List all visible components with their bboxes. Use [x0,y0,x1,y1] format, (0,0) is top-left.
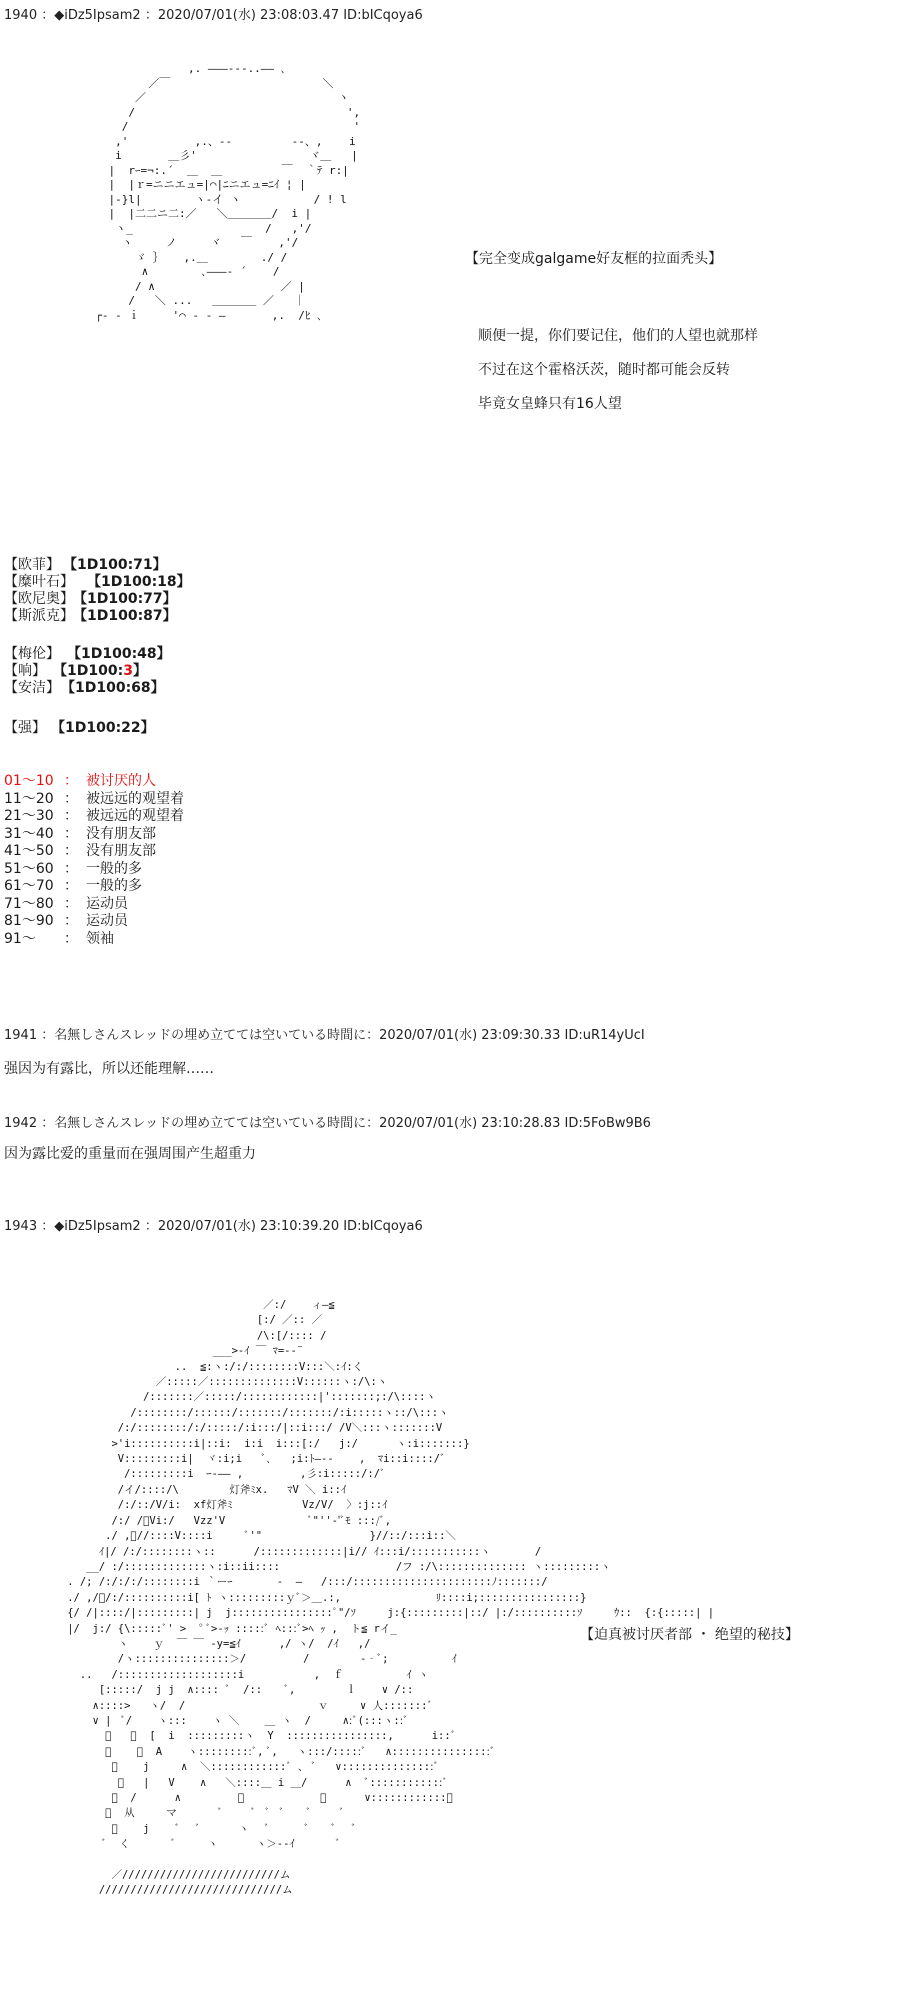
table-row: 51～60 ： 一般的多 [4,860,142,877]
post-header: 1943 ：◆iDz5Ipsam2 ：2020/07/01(水) 23:10:39.20 ID:bICqoya6 [4,1219,423,1234]
post-header: 1941 ：名無しさんスレッドの埋め立てては空いている時間に：2020/07/01(水) 23:09:30.33 ID:uR14yUcI [4,1028,645,1043]
narration-line: 顺便一提，你们要记住，他们的人望也就那样 [478,328,758,344]
table-row: 21～30 ： 被远远的观望着 [4,808,184,824]
roll-entry: 【糜叶石】 【1D100:18】 [4,574,191,590]
post-header: 1942 ：名無しさんスレッドの埋め立てては空いている時間に：2020/07/01(水) 23:10:28.83 ID:5FoBw9B6 [4,1116,651,1131]
roll-list [4,557,191,625]
narration-line: 毕竟女皇蜂只有16人望 [478,396,622,412]
table-row: 91～ ： 领袖 [4,930,114,947]
table-row: 41～50 ： 没有朋友部 [4,843,156,859]
table-row: 81～90 ： 运动员 [4,913,128,929]
roll-entry: 【梅伦】 【1D100:48】 [4,646,171,662]
roll-entry: 【欧尼奥】 【1D100:77】 [4,591,177,607]
post-header: 1940 ：◆iDz5Ipsam2 ：2020/07/01(水) 23:08:03.47 ID:bICqoya6 [4,8,423,23]
narration-line: 不过在这个霍格沃茨，随时都可能会反转 [478,362,730,378]
caption-bald-man: 【完全变成galgame好友框的拉面秃头】 [465,251,723,267]
post-body: 因为露比爱的重量而在强周围产生超重力 [4,1146,256,1162]
roll-entry: 【安洁】 【1D100:68】 [4,680,165,696]
popularity-table [4,773,184,948]
roll-entry: 【强】 【1D100:22】 [4,720,155,736]
table-row: 01～10 ： 被讨厌的人 [4,773,156,789]
table-row: 31～40 ： 没有朋友部 [4,825,156,842]
ascii-art-character: ／:/ ィ―≦ [:/ ／:: ／ /\:[/:::: / ___>‐ｲ ￣ ﾏ=-‐¨ .. ≦:ヽ:/:/::::::::V:::＼:ｲ:く ／:::::／::::::::::::::V::::::ヽ:/\:ヽ /:::::::／:::::/::::::::::::|':::::::;:/\::::ヽ /::::::::/::::::/:::::::/:::::::/:i:::::ヽ::/\:::ヽ /:/::::::::/:/:::::/:i:::/|::i:::/ /V＼:::ヽ:::::::V >'i::::::::::i|::i: i:i i:::[:/ j:/ ヽ:i:::::::} V:::::::::i| ヾ:i;i ﾞ､ ;i:ﾄ―‐- , ﾏi::i::::/ﾞ /:::::::::i ｰ-―― , ,彡:i:::::/:/ﾞ /イ/::::/\ 灯斧ﾐx. ﾏV ＼ i::ｲ /:/::/V/i: xf灯斧ﾐ Vz/V/ 〉:j::ｲ /:/ /ﾞVi:/ Vzz'V ﾞ"''‐'ﾞﾓ :::/ﾞ, ./ ,ﾞ//::::V::::i ﾞ'" }//::/:::i::＼ ｲ|/ /:/::::::::ヽ:: /:::::::::::::|i// ｲ:::i/:::::::::::ヽ / __/ :/:::::::::::::ヽ:i::ii:::: /フ :/\:::::::::::::: ヽ:::::::::ヽ . /; /:/:/:/::::::::i ｀ーｰ ‐ ― /:::/::::::::::::::::::::::ﾉ:::::::/ ./ ,/ﾞ/:/::::::::::i[ ﾄ ヽ:::::::::ｙﾞ＞＿.:, ﾘ::::i;::::::::::::::::} {/ /|::::/|:::::::::| j j::::::::::::::::ﾟ"/ｿ j:{:::::::::|::/ |:/::::::::::ｿ ｳ:: {:{:::::| | |/ j:/ {\:::::ﾞ' > ︒ ﾞ>-ｯ :::::ﾞ ﾍ:::ﾞ>ﾍ ｯ , ト≦ rイ_ ヽ ｙ ￣ ￣ -y=≦ｲ ,/ ヽ/ /ｲ ,/ /ヽ:::::::::::::::＞/ / ‐‐ﾞ; ｲ .. /:::::::::::::::::::i , ｆ ｲ ヽ [:::::/ j j ∧:::: ﾞ /:: ﾞ, ｌ ∨ /:: ∧::::> ヽ/ / ｖ ∨ 人:::::::ﾞ ∨ | ﾞ/ ヽ::: ヽ ＼ ＿ ヽ / ∧:ﾞ(:::ヽ::ﾞ ﾞ ﾞ [ i :::::::::ヽ Y ::::::::::::::::, i::ﾞ ﾞ ﾞ A ヽ:::::::::ﾞ, ﾞ, ヽ:::/:::::ﾞ ∧::::::::::::::::ﾞ ﾞ j ∧ ＼::::::::::::ﾞ 、 ﾞ ∨:::::::::::::::ﾞ ﾞ | V ∧ ＼::::＿ i ＿/ ∧ ﾞ::::::::::::ﾞ ﾞ / ∧ ﾞ ﾞ ∨::::::::::::ﾞ ﾞ 从 マ ﾞ ﾞ ﾞ ﾞ ﾞ ﾞ ﾞ j ﾞ ﾞ ヽ ﾞ ﾞ ﾞ ﾞ ﾞ く ﾞ ヽ ヽ＞--ｲ ﾞ ／/////////////////////////ム /////////////////////////////ム [67,1299,715,1897]
roll-entry: 【响】 【1D100:3】 [4,663,147,679]
roll-list [4,720,155,737]
ascii-art-bald-man: ,. ―――‐-‐..―― ､ ／￣ ＼ ／ ヽ / ', / ' ,' ,.、-‐ ‐-、, i i ＿彡' ヾ＿ | | rｰ=¬:.´ ＿ ＿ ￣ ｀ﾃ r:| | |ｒ=ニニエュ=|⌒|ﾆニエュ=ﾆｲ ¦ | |-}l| ヽ-イ ヽ / ! l | |二二ニ二:／ ＼＿＿＿＿/ i | ヽ_ / ,'/ ヽ ノ ヾ ￣ ,'/ ゞ ｝ ,.＿ ./ / ∧ ､―――‐ ´ / / ∧ ／ | / ＼ ... ＿＿＿＿ ／ ｜ ┌- - ｉ '⌒ ‐ - ― ,. /ﾋ ､ [95,62,361,322]
roll-entry: 【欧菲】 【1D100:71】 [4,557,167,573]
highlight-roll-value: 3 [123,663,133,679]
table-row: 61～70 ： 一般的多 [4,878,142,894]
roll-list [4,646,171,697]
caption-character: 【迫真被讨厌者部 ・ 绝望的秘技】 [580,1627,799,1643]
table-row: 71～80 ： 运动员 [4,895,128,912]
table-row: 11～20 ： 被远远的观望着 [4,790,184,807]
roll-entry: 【斯派克】 【1D100:87】 [4,608,177,624]
post-body: 强因为有露比，所以还能理解…… [4,1061,214,1077]
